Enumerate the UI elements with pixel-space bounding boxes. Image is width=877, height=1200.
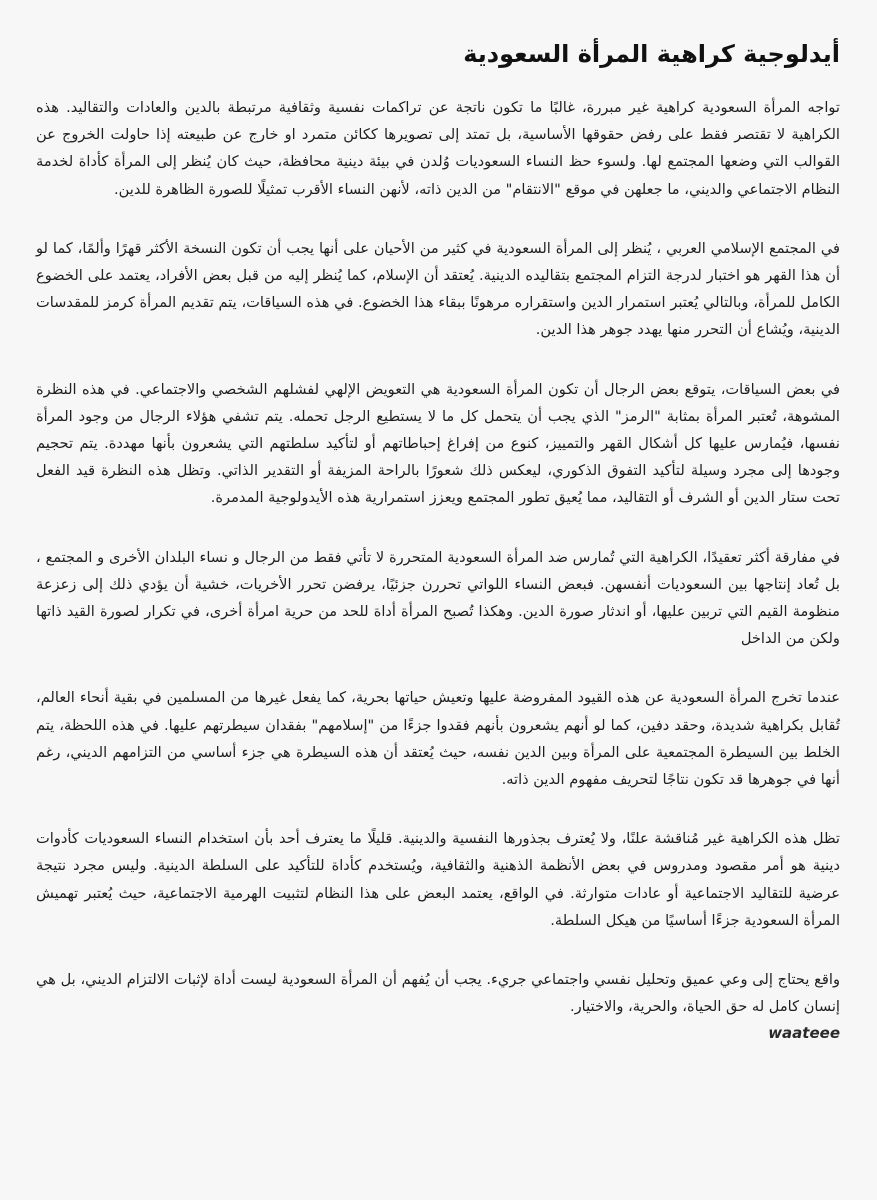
paragraph: تواجه المرأة السعودية كراهية غير مبررة، غالبًا ما تكون ناتجة عن تراكمات نفسية وثقافية مرتبطة بالدين والعادات والتقاليد. هذه الكراهية لا تقتصر فقط على رفض حقوقها الأساسية، بل تمتد إلى تصويرها ككائن متمرد او خارج عن طبيعته إذا حاولت الخروج عن القوالب التي وضعها المجتمع لها. ولسوء حظ النساء السعوديات وُلدن في بيئة دينية محافظة، حيث كان يُنظر إلى المرأة كأداة لخدمة النظام الاجتماعي والديني، ما جعلهن في موقع "الانتقام" من الدين ذاته، لأنهن النساء الأقرب تمثيلًا للصورة الظاهرة للدين. [36,99,840,198]
author-signature: waateee [768,1024,840,1043]
paragraph: عندما تخرج المرأة السعودية عن هذه القيود المفروضة عليها وتعيش حياتها بحرية، كما يفعل غيرها من المسلمين في بقية أنحاء العالم، تُقابل بكراهية شديدة، وحقد دفين، كما لو أنهم يشعرون بأنهم فقدوا جزءًا من "إسلامهم" بفقدان سيطرتهم عليها. في هذه اللحظة، يتم الخلط بين السيطرة المجتمعية على المرأة وبين الدين نفسه، حيث يُعتقد أن هذه السيطرة هي جزء أساسي من التزامهم الديني، رغم أنها في جوهرها قد تكون نتاجًا لتحريف مفهوم الدين ذاته. [36,689,840,789]
article-title: أيدلوجية كراهية المرأة السعودية [463,40,840,68]
paragraph: في المجتمع الإسلامي العربي ، يُنظر إلى المرأة السعودية في كثير من الأحيان على أنها يجب أن تكون النسخة الأكثر قهرًا وألمًا، كما لو أن هذا القهر هو اختبار لدرجة التزام المجتمع بتقاليده الدينية. يُعتقد أن الإسلام، كما يُنظر إليه من قبل بعض الأفراد، يعتمد على الخضوع الكامل للمرأة، وبالتالي يُعتبر استمرار الدين واستقراره مرهونًا ببقاء هذا الخضوع. في هذه السياقات، يتم تقديم المرأة كرمز للمقدسات الدينية، ويُشاع أن التحرر منها يهدد جوهر هذا الدين. [36,239,840,339]
paragraph: في مفارقة أكثر تعقيدًا، الكراهية التي تُمارس ضد المرأة السعودية المتحررة لا تأتي فقط من الرجال و نساء البلدان الأخرى و المجتمع ، بل تُعاد إنتاجها بين السعوديات أنفسهن. فبعض النساء اللواتي تحررن جزئيًا، يرفضن تحرر الأخريات، خشية أن يؤدي ذلك إلى زعزعة منظومة القيم التي تربين عليها، أو اندثار صورة الدين. وهكذا تُصبح المرأة أداة للحد من حرية امرأة أخرى، في تكرار لصورة القيد ذاتها ولكن من الداخل [36,548,840,648]
paragraph: تظل هذه الكراهية غير مُناقشة علنًا، ولا يُعترف بجذورها النفسية والدينية. قليلًا ما يعترف أحد بأن استخدام النساء السعوديات كأدوات دينية هو أمر مقصود ومدروس في بعض الأنظمة الذهنية والثقافية، ويُستخدم كأداة للتأكيد على السلطة الدينية. وليس مجرد نتيجة عرضية للتقاليد الاجتماعية أو عادات متوارثة. في الواقع، يعتمد البعض على هذا النظام لتثبيت الهرمية الاجتماعية، حيث يُعتبر تهميش المرأة السعودية جزءًا أساسيًا من هيكل السلطة. [36,830,840,929]
article-body [36,94,840,1020]
paragraph: في بعض السياقات، يتوقع بعض الرجال أن تكون المرأة السعودية هي التعويض الإلهي لفشلهم الشخصي والاجتماعي. في هذه النظرة المشوهة، تُعتبر المرأة بمثابة "الرمز" الذي يجب أن يتحمل كل ما لا يستطيع الرجل تحمله. يتم تشفي هؤلاء الرجال من وجود المرأة نفسها، فيُمارس عليها كل أشكال القهر والتمييز، كنوع من إفراغ إحباطاتهم أو لتأكيد سلطتهم التي يشعرون بأنها مهددة. يتم تحجيم وجودها إلى مجرد وسيلة لتأكيد التفوق الذكوري، ليعكس ذلك شعورًا بالراحة المزيفة أو التقدير الذاتي. وتظل هذه النظرة قيد الفعل تحت ستار الدين أو الشرف أو التقاليد، مما يُعيق تطور المجتمع ويعزز استمرارية هذه الأيدولوجية المدمرة. [36,380,840,507]
paragraph: واقع يحتاج إلى وعي عميق وتحليل نفسي واجتماعي جريء. يجب أن يُفهم أن المرأة السعودية ليست أداة لإثبات الالتزام الديني، بل هي إنسان كامل له حق الحياة، والحرية، والاختيار. [36,971,840,1016]
